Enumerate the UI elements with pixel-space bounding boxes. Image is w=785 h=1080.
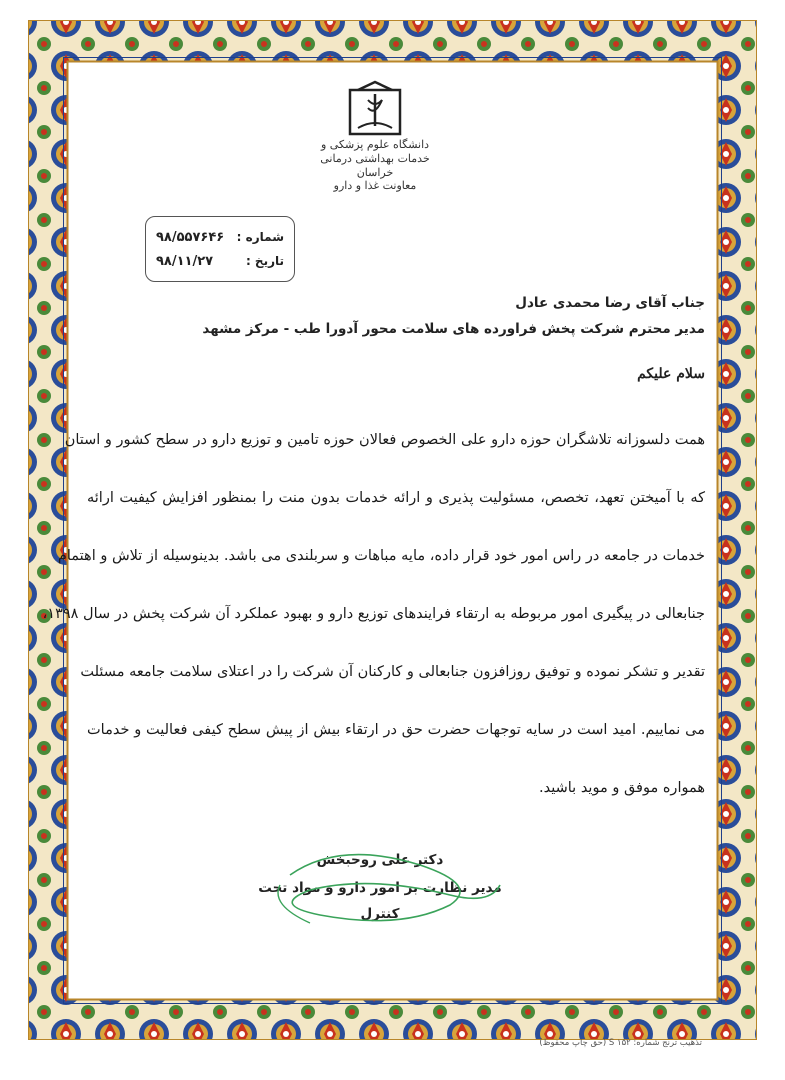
- letterhead: [315, 80, 435, 220]
- addressee-block: [105, 290, 705, 342]
- body-line: تقدیر و تشکر نموده و توفیق روزافزون جنابعالی و کارکنان آن شرکت را در اعتلای سلامت جامعه مسئلت: [80, 664, 705, 680]
- body-line: که با آمیختن تعهد، تخصص، مسئولیت پذیری و ارائه خدمات بدون منت را بمنظور افزایش کیفیت ارائه: [87, 490, 705, 506]
- reference-number-value: ۹۸/۵۵۷۶۴۶: [156, 229, 225, 245]
- deputy-name: معاونت غذا و دارو: [333, 179, 417, 193]
- addressee-position: مدیر محترم شرکت پخش فراورده های سلامت محور آدورا طب - مرکز مشهد: [202, 321, 705, 337]
- signature-block: [250, 845, 510, 935]
- letter-body: [42, 425, 705, 831]
- body-line: همواره موفق و موید باشید.: [539, 780, 705, 796]
- body-line: می نماییم. امید است در سایه توجهات حضرت حق در ارتقاء بیش از پیش سطح کیفی فعالیت و خدمات: [87, 722, 705, 738]
- reference-box: [145, 216, 295, 282]
- university-emblem-icon: [348, 80, 402, 136]
- reference-date-label: تاریخ :: [245, 254, 284, 268]
- letter-content: [42, 80, 705, 1000]
- reference-date-row: [156, 249, 284, 273]
- reference-number-label: شماره :: [236, 230, 284, 244]
- signer-title: مدیر نظارت بر امور دارو و مواد تحت کنترل: [258, 880, 502, 922]
- body-line: جنابعالی در پیگیری امور مربوطه به ارتقاء فرایندهای توزیع دارو و بهبود عملکرد آن شرکت پخش در سال ۱۳۹۸،: [42, 606, 705, 622]
- footer-note: تذهیب ترنج شماره: ۱۵۲ S (حق چاپ محفوظ): [539, 1038, 702, 1048]
- reference-date-value: ۹۸/۱۱/۲۷: [156, 253, 214, 269]
- body-line: خدمات در جامعه در راس امور خود قرار داده، مایه مباهات و سربلندی می باشد. بدینوسیله از تلاش و اهتمام: [57, 548, 705, 564]
- body-line: همت دلسوزانه تلاشگران حوزه دارو علی الخصوص فعالان حوزه تامین و توزیع دارو در سطح کشور و استان: [64, 432, 705, 448]
- greeting: سلام علیکم: [637, 366, 705, 382]
- footer: [0, 1038, 785, 1058]
- signer-name: دکتر علی روحبخش: [316, 852, 444, 868]
- addressee-name: جناب آقای رضا محمدی عادل: [515, 295, 705, 311]
- handwritten-signature-icon: [250, 845, 510, 935]
- university-name: دانشگاه علوم پزشکی و خدمات بهداشتی درمانی خراسان: [320, 138, 430, 179]
- reference-number-row: [156, 225, 284, 249]
